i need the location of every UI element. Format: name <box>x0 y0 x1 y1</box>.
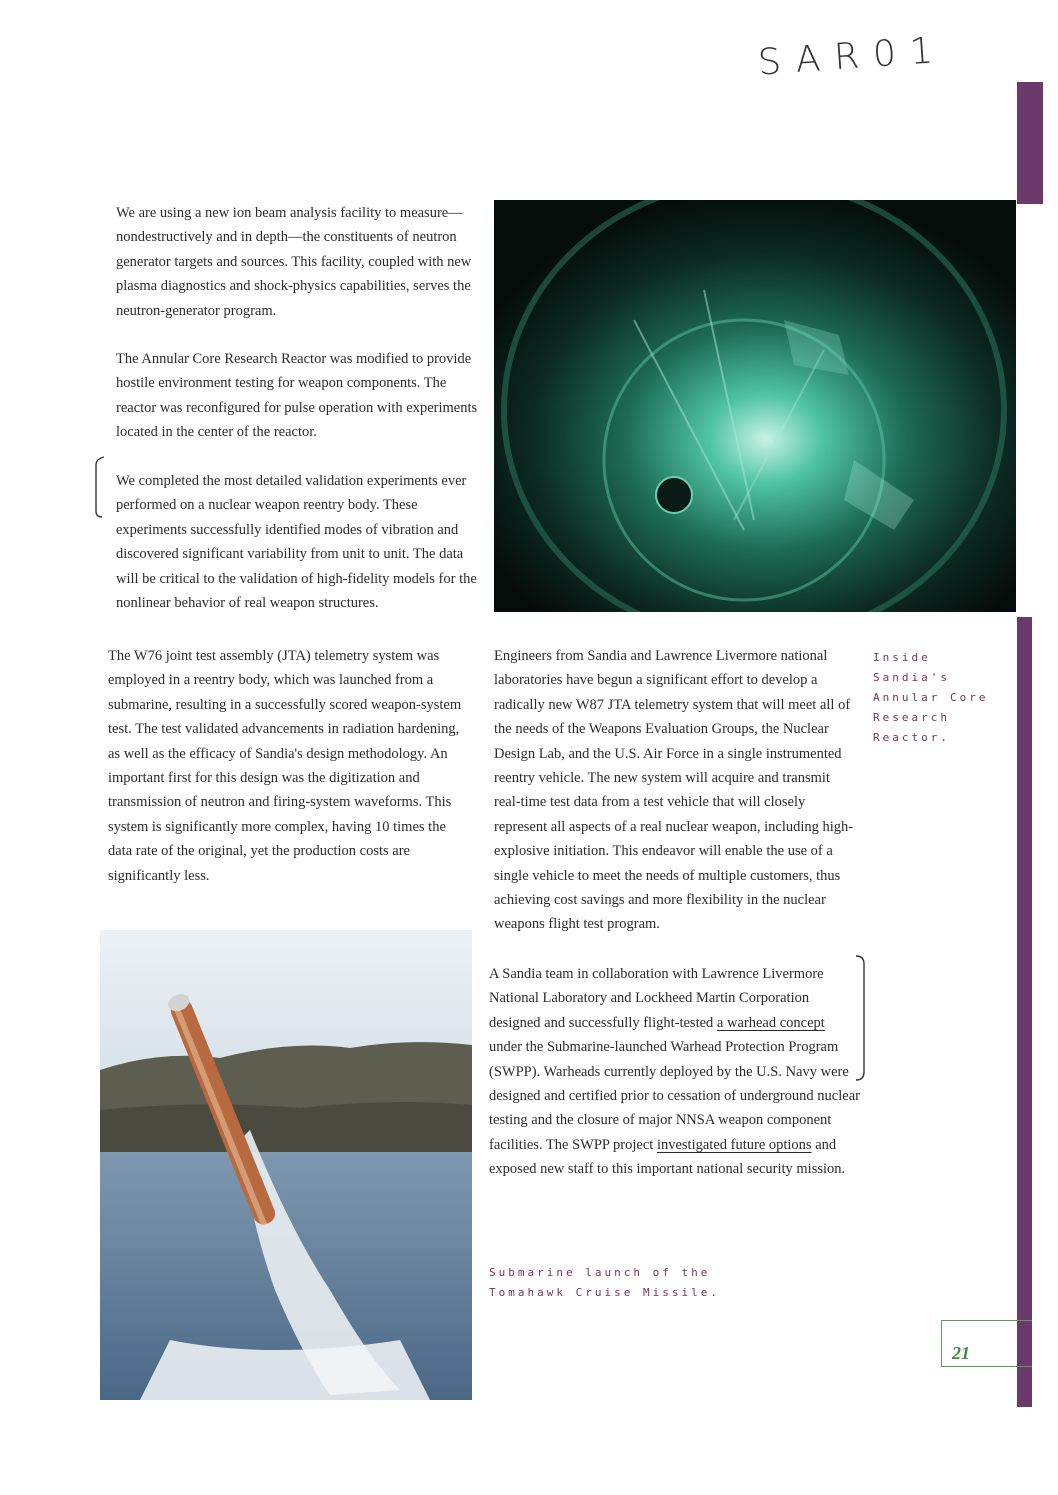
paragraph-w87-jta: Engineers from Sandia and Lawrence Livermore national laboratories have begun a significant effort to develop a radically new W87 JTA telemetry system that will meet all of the needs of the Weapons Evaluation Groups, the Nuclear Design Lab, and the U.S. Air Force in a single instrumented reentry vehicle. The new system will acquire and transmit real-time test data from a test vehicle that will closely represent all aspects of a real nuclear weapon, including high-explosive initiation. This endeavor will enable the use of a single vehicle to meet the needs of multiple customers, thus achieving cost savings and more flexibility in the nuclear weapons flight test program. <box>494 648 854 933</box>
underlined-future-options: investigated future options <box>656 1136 812 1153</box>
margin-bracket-left <box>92 455 108 519</box>
paragraph-swpp-text-b: under the Submarine-launched Warhead Protection Program (SWPP). Warheads currently deployed by the U.S. Navy were designed and certified prior to cessation of underground nuclear testing and the closure of major NNSA weapon component facilities. The SWPP project <box>489 1039 860 1153</box>
paragraph-swpp-text-a: A Sandia team in collaboration with Lawrence Livermore National Laboratory and Lockheed Martin Corporation designed and successfully flight-tested <box>489 966 824 1031</box>
handwritten-note: SAR01 <box>756 29 949 84</box>
underlined-warhead-concept: a warhead concept <box>716 1014 825 1031</box>
caption-submarine: Submarine launch of the Tomahawk Cruise Missile. <box>489 1266 720 1299</box>
paragraph-validation-experiments: We completed the most detailed validation experiments ever performed on a nuclear weapon reentry body. These experiments successfully identified modes of vibration and discovered significant variability from unit to unit. The data will be critical to the validation of high-fidelity models for the nonlinear behavior of real weapon structures. <box>116 473 477 612</box>
paragraph-ion-beam: We are using a new ion beam analysis facility to measure—nondestructively and in depth—the constituents of neutron generator targets and sources. This facility, coupled with new plasma diagnostics and shock-physics capabilities, serves the neutron-generator program. <box>116 205 472 319</box>
caption-reactor: Inside Sandia's Annular Core Research Reactor. <box>873 651 989 744</box>
tomahawk-launch-photo <box>100 930 472 1400</box>
accent-bar-top <box>1017 82 1043 204</box>
paragraph-swpp <box>489 962 861 1182</box>
accent-bar-bottom <box>1017 617 1032 1407</box>
paragraph-w76-jta: The W76 joint test assembly (JTA) telemetry system was employed in a reentry body, which was launched from a submarine, resulting in a successfully scored weapon-system test. The test validated advancements in radiation hardening, as well as the efficacy of Sandia's design methodology. An important first for this design was the digitization and transmission of neutron and firing-system waveforms. This system is significantly more complex, having 10 times the data rate of the original, yet the production costs are significantly less. <box>108 648 462 884</box>
paragraph-annular-core: The Annular Core Research Reactor was modified to provide hostile environment testing for weapon components. The reactor was reconfigured for pulse operation with experiments located in the center of the reactor. <box>116 351 478 441</box>
paragraph-swpp-text-c: and exposed new staff to this important national security mission. <box>489 1136 846 1178</box>
reactor-core-photo <box>494 200 1016 612</box>
page-number: 21 <box>952 1343 970 1363</box>
